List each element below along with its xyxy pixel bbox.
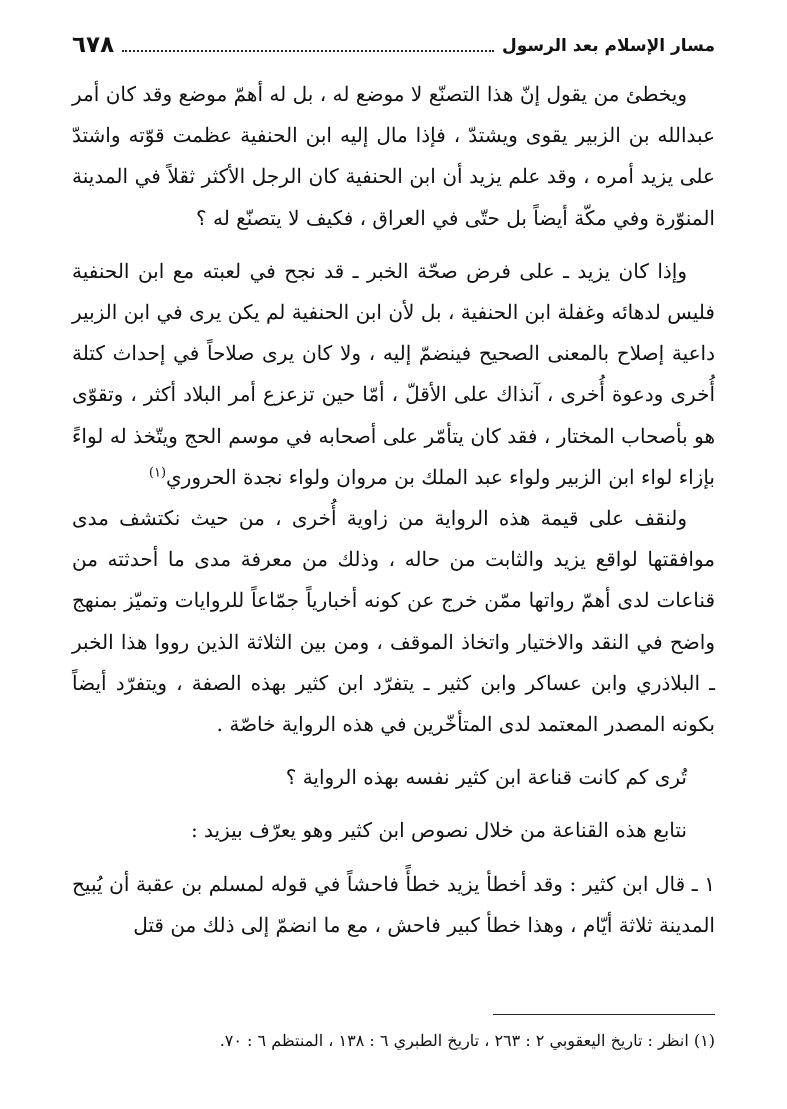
paragraph-2-text: وإذا كان يزيد ـ على فرض صحّة الخبر ـ قد نجح في لعبته مع ابن الحنفية فليس لدهائه وغفلة ابن الحنفية ، بل لأن ابن الحنفية لم يكن يرى في ابن الزبير داعية إصلاح بالمعنى الصحيح فينضمّ إليه ، ولا كان يرى صلاحاً في إحداث كتلة أُخرى ودعوة أُخرى ، آنذاك على الأقلّ ، أمّا حين تزعزع أمر البلاد أكثر ، وتقوّى هو بأصحاب المختار ، فقد كان يتأمّر على أصحابه في موسم الحج ويتّخذ له لواءً بإزاء لواء ابن الزبير ولواء عبد الملك بن مروان ولواء نجدة الحروري <box>72 258 716 489</box>
footnote-text: (١) انظر : تاريخ اليعقوبي ٢ : ٢٦٣ ، تاريخ الطبري ٦ : ١٣٨ ، المنتظم ٦ : ٧٠. <box>219 1031 715 1050</box>
paragraph-6: ١ ـ قال ابن كثير : وقد أخطأ يزيد خطأً فاحشاً في قوله لمسلم بن عقبة أن يُبيح المدينة ثلاثة أيّام ، وهذا خطأ كبير فاحش ، مع ما انضمّ إلى ذلك من قتل <box>72 871 715 937</box>
footnote-reference[interactable]: (١) <box>148 465 167 481</box>
paragraph-1: ويخطئ من يقول إنّ هذا التصنّع لا موضع له ، بل له أهمّ موضع وقد كان أمر عبدالله بن الزبير يقوى ويشتدّ ، فإذا مال إليه ابن الحنفية عظمت قوّته واشتدّ على يزيد أمره ، وقد علم يزيد أن ابن الحنفية كان الرجل الأكثر ثقلاً في المدينة المنوّرة وفي مكّة أيضاً بل حتّى في العراق ، فكيف لا يتصنّع له ؟ <box>72 82 715 230</box>
paragraph-4: تُرى كم كانت قناعة ابن كثير نفسه بهذه الرواية ؟ <box>285 765 687 790</box>
main-text <box>72 74 715 946</box>
book-title: مسار الإسلام بعد الرسول <box>501 36 715 56</box>
header-dotted-leader <box>122 49 494 52</box>
paragraph-3: ولنقف على قيمة هذه الرواية من زاوية أُخرى ، من حيث نكتشف مدى موافقتها لواقع يزيد والثابت من حاله ، وذلك من معرفة مدى ما أحدثته من قناعات لدى أهمّ رواتها ممّن خرج عن كونه أخبارياً جمّاعاً للروايات وتميّز بمنهج واضح في النقد والاختيار واتخاذ الموقف ، ومن بين الثلاثة الذين رووا هذا الخبر ـ البلاذري وابن عساكر وابن كثير ـ يتفرّد ابن كثير بهذه الصفة ، ويتفرّد أيضاً بكونه المصدر المعتمد لدى المتأخّرين في هذه الرواية خاصّة . <box>72 506 715 737</box>
running-header <box>72 28 715 58</box>
page-number: ٦٧٨ <box>72 32 115 58</box>
paragraph-2 <box>72 251 715 498</box>
footnote-divider <box>493 1014 715 1015</box>
paragraph-5: نتابع هذه القناعة من خلال نصوص ابن كثير وهو يعرّف بيزيد : <box>190 818 687 843</box>
